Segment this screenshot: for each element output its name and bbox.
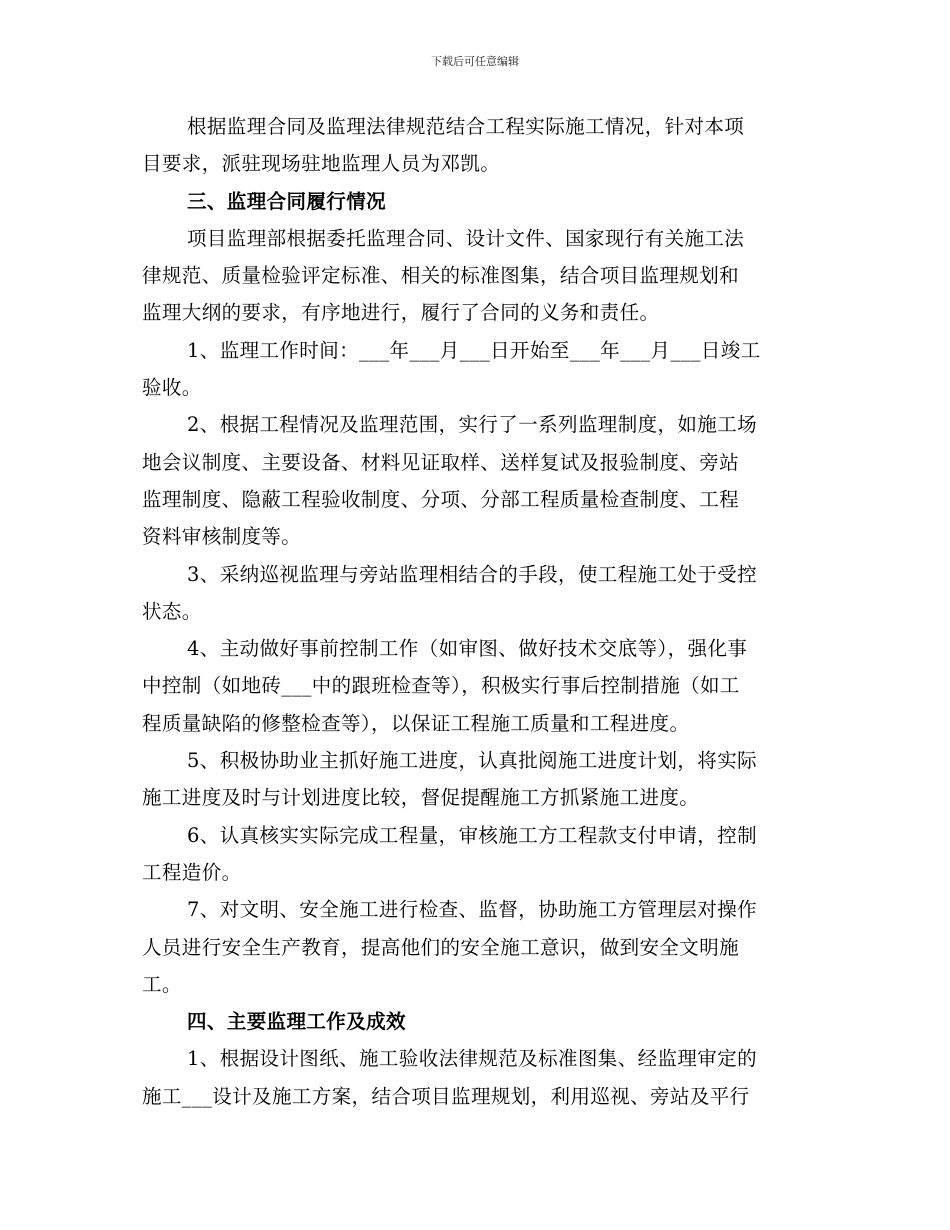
text-line: 人员进行安全生产教育，提高他们的安全施工意识，做到安全文明施 <box>142 935 740 959</box>
text-line: 程质量缺陷的修整检查等），以保证工程施工质量和工程进度。 <box>142 711 690 735</box>
text-line: 根据监理合同及监理法律规范结合工程实际施工情况，针对本项 <box>187 115 745 138</box>
text-line: 中控制（如地砖___中的跟班检查等），积极实行事后控制措施（如工 <box>142 674 740 698</box>
text-line: 验收。 <box>142 376 202 400</box>
text-line: 监理制度、隐蔽工程验收制度、分项、分部工程质量检查制度、工程 <box>142 487 740 511</box>
text-line: 1、监理工作时间：___年___月___日开始至___年___月___日竣工 <box>187 338 761 362</box>
text-line: 律规范、质量检验评定标准、相关的标准图集，结合项目监理规划和 <box>142 264 740 288</box>
text-line: 5、积极协助业主抓好施工进度，认真批阅施工进度计划，将实际 <box>187 749 758 773</box>
text-line: 施工___设计及施工方案，结合项目监理规划，利用巡视、旁站及平行 <box>142 1084 750 1108</box>
text-line: 工程造价。 <box>142 860 242 884</box>
text-line: 1、根据设计图纸、施工验收法律规范及标准图集、经监理审定的 <box>187 1047 758 1071</box>
text-line: 2、根据工程情况及监理范围，实行了一系列监理制度，如施工场 <box>187 413 758 437</box>
text-line: 状态。 <box>142 599 202 623</box>
text-line: 监理大纲的要求，有序地进行，履行了合同的义务和责任。 <box>142 301 660 325</box>
text-line: 4、主动做好事前控制工作（如审图、做好技术交底等），强化事 <box>187 637 748 661</box>
section-heading: 三、监理合同履行情况 <box>187 189 387 213</box>
section-heading: 四、主要监理工作及成效 <box>187 1010 406 1034</box>
text-line: 工。 <box>142 972 182 996</box>
text-line: 6、认真核实实际完成工程量，审核施工方工程款支付申请，控制 <box>187 823 758 847</box>
text-line: 7、对文明、安全施工进行检查、监督，协助施工方管理层对操作 <box>187 898 758 922</box>
text-line: 3、采纳巡视监理与旁站监理相结合的手段，使工程施工处于受控 <box>187 562 758 586</box>
text-line: 项目监理部根据委托监理合同、设计文件、国家现行有关施工法 <box>187 226 745 250</box>
text-line: 施工进度及时与计划进度比较，督促提醒施工方抓紧施工进度。 <box>142 786 700 810</box>
text-line: 地会议制度、主要设备、材料见证取样、送样复试及报验制度、旁站 <box>142 450 740 474</box>
text-line: 目要求，派驻现场驻地监理人员为邓凯。 <box>142 152 501 176</box>
text-line: 资料审核制度等。 <box>142 525 302 549</box>
header-note: 下载后可任意编辑 <box>431 55 519 68</box>
document-body <box>142 108 822 1115</box>
